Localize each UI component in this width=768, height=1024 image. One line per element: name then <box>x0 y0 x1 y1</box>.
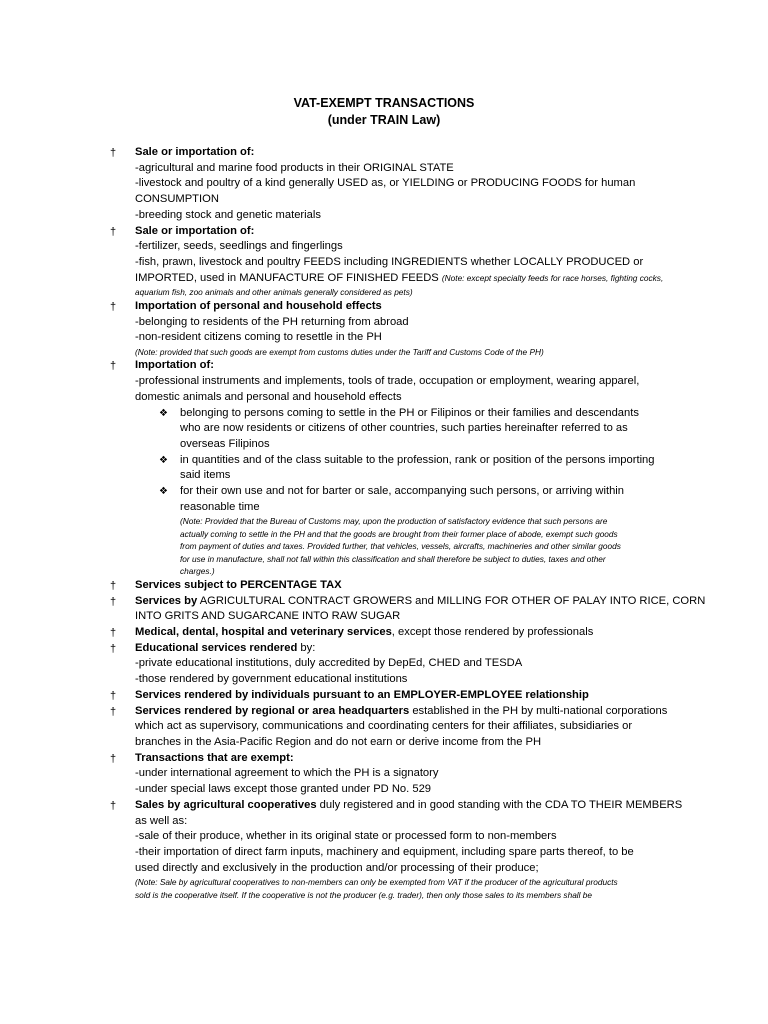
item-line: as well as: <box>135 814 188 827</box>
item-line <box>135 271 690 287</box>
item-heading <box>135 641 690 657</box>
item-heading-rest: duly registered and in good standing with the CDA TO THEIR MEMBERS <box>316 798 683 811</box>
item-line: -belonging to residents of the PH returning from abroad <box>135 315 409 328</box>
sub-item-line: overseas Filipinos <box>180 437 270 450</box>
item-heading <box>135 704 690 720</box>
item-heading: Importation of personal and household effects <box>135 299 382 312</box>
item-line: domestic animals and personal and household effects <box>135 390 402 403</box>
dagger-bullet-icon: † <box>110 642 117 655</box>
item-heading: Transactions that are exempt: <box>135 751 294 764</box>
item-line: -private educational institutions, duly accredited by DepEd, CHED and TESDA <box>135 657 523 670</box>
item-line: CONSUMPTION <box>135 193 219 206</box>
item-line: branches in the Asia-Pacific Region and do not earn or derive income from the PH <box>135 736 542 748</box>
sub-item-line: belonging to persons coming to settle in the PH or Filipinos or their families and descendants <box>180 406 639 419</box>
item-heading-rest: by: <box>297 641 316 654</box>
item-heading: Services subject to PERCENTAGE TAX <box>135 578 342 591</box>
item-line: -fish, prawn, livestock and poultry FEEDS including INGREDIENTS whether LOCALLY PRODUCED or <box>135 255 644 268</box>
note-line: actually coming to settle in the PH and that the goods are brought from their former place of abode, exempt such goods <box>180 528 618 539</box>
item-line: INTO GRITS AND SUGARCANE INTO RAW SUGAR <box>135 610 401 623</box>
item-line: which act as supervisory, communications and coordinating centers for their affiliates, subsidiaries or <box>135 720 633 733</box>
item-heading-bold: Sales by agricultural cooperatives <box>135 798 317 811</box>
item-heading-bold: Medical, dental, hospital and veterinary services <box>135 626 392 639</box>
item-line: -under international agreement to which the PH is a signatory <box>135 767 439 780</box>
item-heading: Importation of: <box>135 359 214 372</box>
item-heading-rest: , except those rendered by professionals <box>391 626 594 639</box>
content-list <box>110 145 706 901</box>
item-line-text: IMPORTED, used in MANUFACTURE OF FINISHED FEEDS <box>135 271 439 284</box>
item-heading-bold: Services rendered by regional or area headquarters <box>135 704 410 717</box>
item-line: -non-resident citizens coming to resettle in the PH <box>135 331 382 344</box>
item-heading: Sale or importation of: <box>135 146 255 158</box>
item-heading: Services rendered by individuals pursuant to an EMPLOYER-EMPLOYEE relationship <box>135 688 589 701</box>
list-item <box>110 704 690 751</box>
sub-item-line: for their own use and not for barter or sale, accompanying such persons, or arriving within <box>180 485 624 498</box>
dagger-bullet-icon: † <box>110 752 117 765</box>
list-item <box>110 224 690 299</box>
diamond-bullet-icon: ❖ <box>159 454 168 466</box>
dagger-bullet-icon: † <box>110 300 117 313</box>
note-line: charges.) <box>180 566 215 577</box>
item-heading-rest: AGRICULTURAL CONTRACT GROWERS and MILLING FOR OTHER OF PALAY INTO RICE, CORN <box>197 594 706 607</box>
sub-item-line: said items <box>180 469 231 482</box>
item-line: -breeding stock and genetic materials <box>135 208 321 221</box>
dagger-bullet-icon: † <box>110 799 117 812</box>
list-item <box>110 358 690 578</box>
sub-item-line: who are now residents or citizens of other countries, such parties hereinafter referred to as <box>180 422 628 435</box>
note-line: (Note: Sale by agricultural cooperatives to non-members can only be exempted from VAT if the producer of the agricultural products <box>135 877 618 888</box>
diamond-bullet-icon: ❖ <box>159 407 168 419</box>
note-line: (Note: provided that such goods are exempt from customs duties under the Tariff and Customs Code of the PH) <box>135 346 544 357</box>
item-heading <box>135 798 690 814</box>
list-item <box>110 798 690 902</box>
note-block <box>135 515 690 578</box>
dagger-bullet-icon: † <box>110 225 117 238</box>
note-line: from payment of duties and taxes. Provided further, that vehicles, vessels, aircrafts, machineries and other similar goods <box>180 541 621 552</box>
item-heading <box>135 594 706 610</box>
note-line: aquarium fish, zoo animals and other animals generally considered as pets) <box>135 287 413 298</box>
sub-item-line: reasonable time <box>180 500 260 513</box>
dagger-bullet-icon: † <box>110 689 117 702</box>
item-line: used directly and exclusively in the production and/or processing of their produce; <box>135 861 539 874</box>
item-line: -fertilizer, seeds, seedlings and fingerlings <box>135 240 343 253</box>
list-item <box>110 578 690 594</box>
page-title: VAT-EXEMPT TRANSACTIONS <box>293 96 475 110</box>
item-heading <box>135 625 690 641</box>
list-item <box>110 299 690 359</box>
list-item <box>110 625 690 641</box>
dagger-bullet-icon: † <box>110 705 117 718</box>
list-item <box>110 145 690 224</box>
item-line: -under special laws except those granted under PD No. 529 <box>135 783 432 796</box>
dagger-bullet-icon: † <box>110 595 117 608</box>
item-line: -sale of their produce, whether in its original state or processed form to non-members <box>135 830 557 843</box>
page-subtitle: (under TRAIN Law) <box>327 113 441 127</box>
sub-item-line: in quantities and of the class suitable to the profession, rank or position of the persons importing <box>180 453 655 466</box>
inline-note: (Note: except specialty feeds for race horses, fighting cocks, <box>441 272 664 283</box>
dagger-bullet-icon: † <box>110 627 117 640</box>
note-line: (Note: Provided that the Bureau of Customs may, upon the production of satisfactory evidence that such persons are <box>180 516 608 527</box>
note-line: sold is the cooperative itself. If the cooperative is not the producer (e.g. trader), then only those sales to its members shall be <box>135 889 593 900</box>
list-item <box>110 688 690 704</box>
dagger-bullet-icon: † <box>110 360 117 373</box>
item-line: -agricultural and marine food products in their ORIGINAL STATE <box>135 161 454 174</box>
list-item <box>110 641 690 688</box>
sub-list-item <box>135 406 690 453</box>
item-line: -livestock and poultry of a kind generally USED as, or YIELDING or PRODUCING FOODS for human <box>135 177 636 190</box>
item-heading-bold: Educational services rendered <box>135 641 298 654</box>
item-heading: Sale or importation of: <box>135 224 255 237</box>
dagger-bullet-icon: † <box>110 147 117 159</box>
list-item <box>110 751 690 798</box>
title-block <box>0 95 768 129</box>
item-heading-rest: established in the PH by multi-national corporations <box>409 704 668 717</box>
sub-list-item <box>135 484 690 515</box>
item-heading-bold: Services by <box>135 594 198 607</box>
list-item <box>110 594 706 625</box>
item-line: -those rendered by government educational institutions <box>135 673 408 686</box>
sub-list-item <box>135 453 690 484</box>
diamond-bullet-icon: ❖ <box>159 486 168 498</box>
item-line: -professional instruments and implements, tools of trade, occupation or employment, wearing apparel, <box>135 375 640 388</box>
item-line: -their importation of direct farm inputs, machinery and equipment, including spare parts thereof, to be <box>135 845 634 858</box>
note-line: for use in manufacture, shall not fall within this classification and shall therefore be subject to duties, taxes and other <box>180 553 606 564</box>
dagger-bullet-icon: † <box>110 579 117 592</box>
